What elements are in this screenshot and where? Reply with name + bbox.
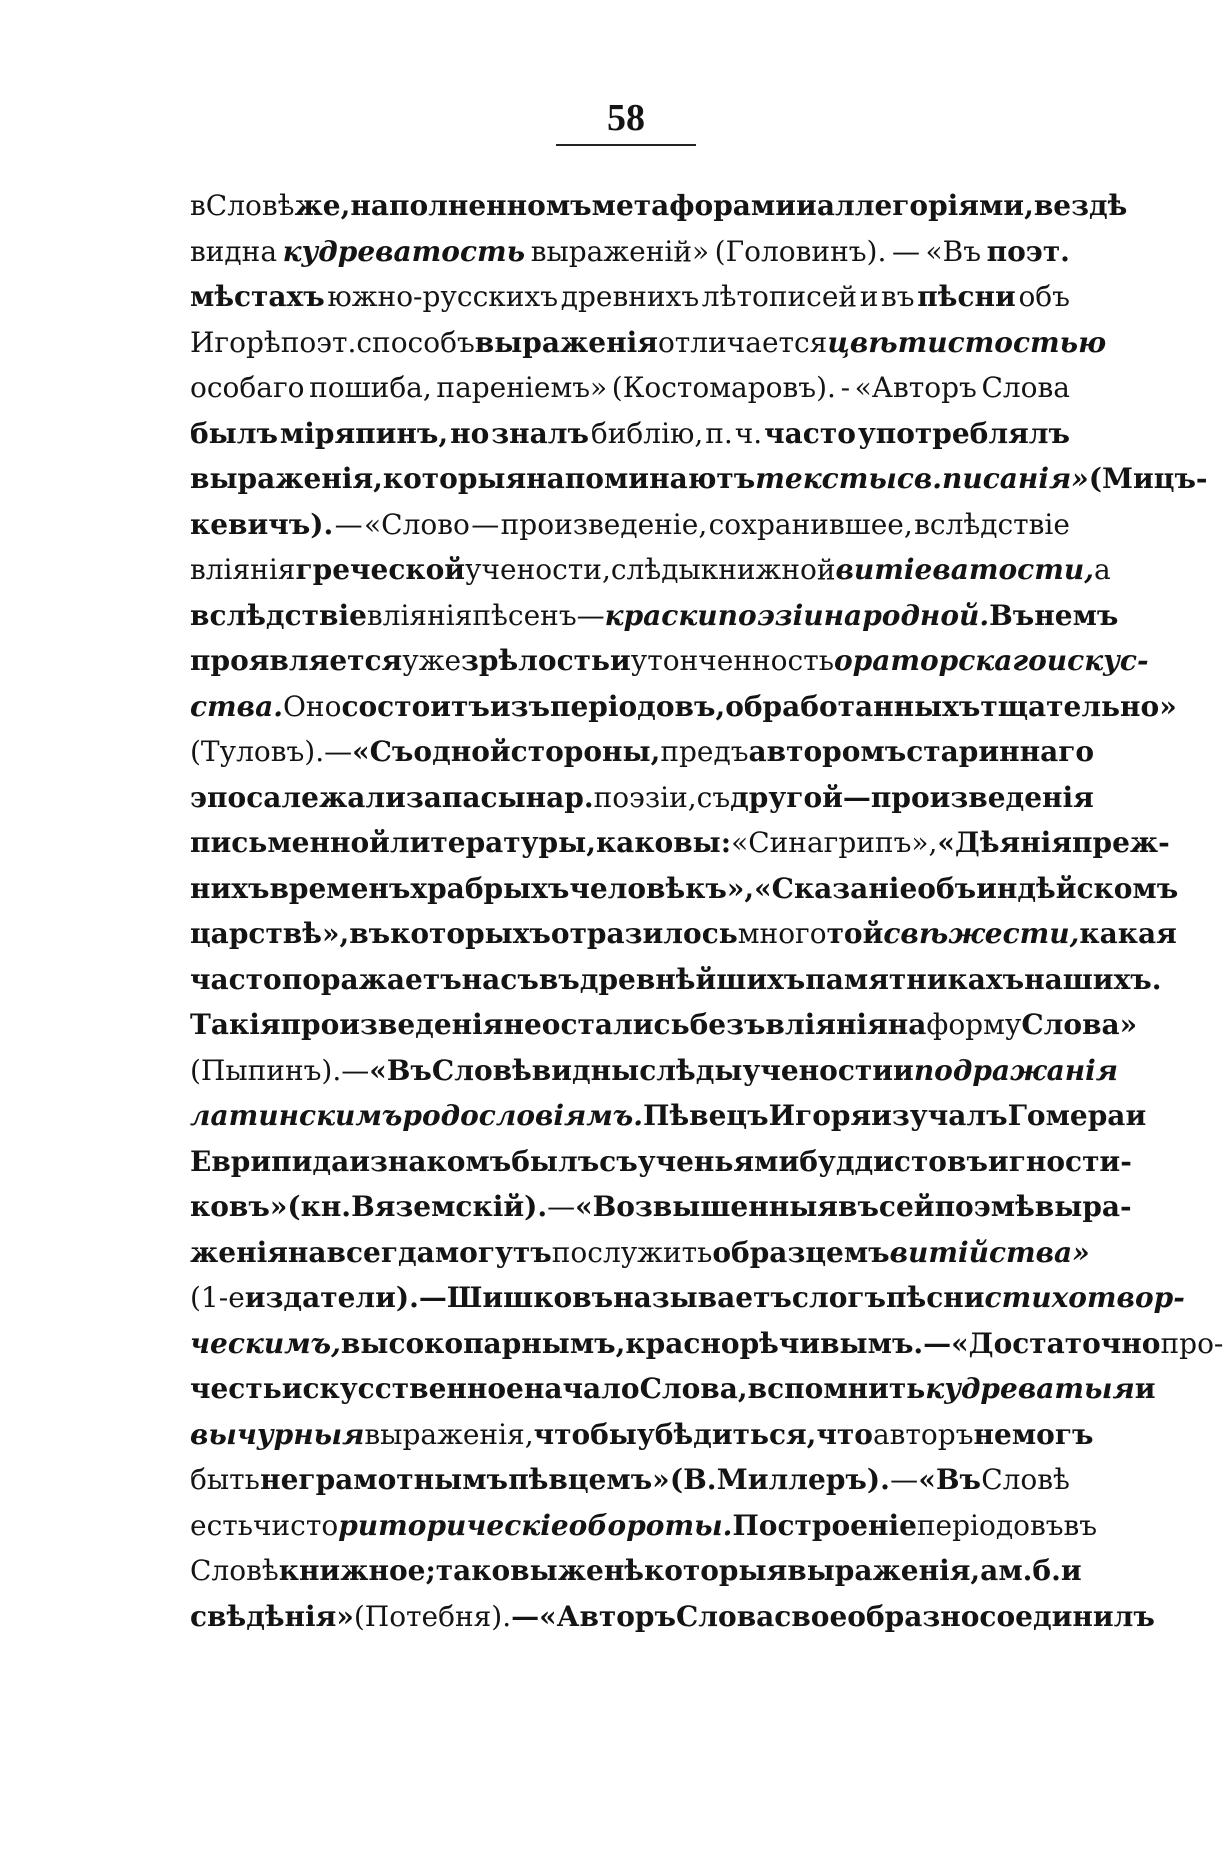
word: — bbox=[324, 735, 353, 768]
word: пѣвцемъ» bbox=[508, 1463, 670, 1496]
word: проявляется bbox=[190, 644, 403, 677]
word: міряпинъ, bbox=[279, 416, 449, 450]
word: не bbox=[503, 1008, 542, 1041]
word: издатели).—Шишковъ bbox=[244, 1281, 614, 1314]
word: объ bbox=[1018, 280, 1070, 313]
word: индѣйскомъ bbox=[976, 871, 1179, 905]
text-line bbox=[190, 638, 1149, 684]
word: обработанныхъ bbox=[725, 689, 981, 723]
word: Такія bbox=[190, 1008, 281, 1041]
word: (1-е bbox=[190, 1281, 245, 1314]
word: временъ bbox=[269, 871, 411, 905]
word: искус- bbox=[1046, 644, 1149, 677]
word: называетъ bbox=[613, 1281, 792, 1314]
word: «Съ bbox=[352, 735, 414, 768]
word: (кн. bbox=[287, 1190, 352, 1223]
word: книжной bbox=[700, 553, 836, 586]
word: предъ bbox=[660, 735, 749, 768]
word: (Пыпинъ). bbox=[190, 1053, 342, 1087]
text-line bbox=[190, 775, 1094, 821]
word: Миллеръ). bbox=[716, 1463, 890, 1496]
text-line bbox=[190, 1457, 1070, 1503]
word: начало bbox=[523, 1372, 640, 1405]
word: выраженія, bbox=[364, 1417, 534, 1451]
word: цвѣтистостью bbox=[827, 325, 1107, 359]
word: (Туловъ). bbox=[190, 735, 325, 768]
word: съ bbox=[599, 1144, 638, 1178]
word: которыхъ bbox=[390, 917, 551, 950]
word: Еврипида bbox=[190, 1144, 350, 1178]
text-line bbox=[190, 320, 1107, 366]
word: въ bbox=[837, 1190, 879, 1223]
word: неграмотнымъ bbox=[260, 1463, 509, 1496]
word: (Мицъ- bbox=[1088, 462, 1208, 495]
word: мѣстахъ bbox=[190, 280, 325, 313]
word: вліянія bbox=[765, 1008, 888, 1041]
text-line bbox=[190, 1321, 1223, 1367]
text-line bbox=[190, 183, 1128, 229]
word: поражаетъ bbox=[281, 962, 462, 996]
word: — bbox=[890, 1463, 919, 1496]
word: Слова» bbox=[1021, 1008, 1138, 1041]
word: Словѣ bbox=[981, 1463, 1070, 1496]
word: видны bbox=[531, 1053, 640, 1087]
word: чисто bbox=[253, 1508, 339, 1542]
word: человѣкъ», bbox=[569, 871, 755, 905]
word: Слова bbox=[675, 1599, 775, 1633]
word: и bbox=[987, 1144, 1009, 1178]
word: — bbox=[547, 1190, 576, 1223]
word: кудреватость bbox=[282, 234, 526, 268]
word: зрѣлость bbox=[461, 644, 610, 677]
word: подражанія bbox=[913, 1053, 1119, 1087]
word: выраженія, bbox=[190, 462, 383, 495]
word: м. bbox=[998, 1554, 1033, 1587]
word: нѣкоторыя bbox=[603, 1554, 788, 1587]
word: зналъ bbox=[491, 416, 589, 450]
word: другой—произведенія bbox=[730, 780, 1094, 814]
word: одной bbox=[413, 735, 511, 768]
word: былъ bbox=[190, 416, 278, 450]
text-line bbox=[190, 1230, 1090, 1276]
word: литературы, bbox=[389, 826, 596, 859]
word: —«Авторъ bbox=[511, 1599, 676, 1633]
word: отразилось bbox=[550, 917, 738, 950]
word: стариннаго bbox=[906, 735, 1095, 768]
word: вслѣдствіе bbox=[190, 598, 367, 632]
word: и bbox=[1125, 1099, 1147, 1132]
word: убѣдиться, bbox=[636, 1417, 817, 1451]
word: свѣжести, bbox=[883, 917, 1080, 950]
word: насъ bbox=[461, 962, 539, 996]
word: Вяземскій). bbox=[351, 1190, 548, 1223]
word: «Въ bbox=[369, 1053, 432, 1087]
word: витіеватости, bbox=[835, 553, 1094, 586]
word: могъ bbox=[1011, 1417, 1094, 1451]
word: риторическіе bbox=[338, 1508, 569, 1542]
text-line bbox=[190, 1594, 1155, 1640]
word: часто bbox=[190, 962, 282, 996]
word: библію, bbox=[590, 416, 704, 450]
word: много bbox=[737, 917, 827, 950]
page-number: 58 bbox=[607, 97, 645, 139]
word: эпоса bbox=[190, 780, 282, 814]
word: а bbox=[1093, 553, 1111, 586]
word: искусственное bbox=[281, 1372, 524, 1405]
word: — bbox=[576, 598, 605, 632]
text-line bbox=[190, 1093, 1147, 1139]
word: лѣтописей bbox=[701, 280, 858, 313]
word: писанія» bbox=[942, 462, 1089, 495]
word: храбрыхъ bbox=[410, 871, 570, 905]
word: той bbox=[826, 917, 884, 950]
word: книжное; bbox=[278, 1554, 436, 1587]
word: ства. bbox=[190, 689, 283, 723]
word: метафорами bbox=[591, 189, 797, 222]
word: немъ bbox=[1034, 598, 1119, 632]
word: вспомнить bbox=[747, 1372, 926, 1405]
word: могутъ bbox=[434, 1235, 552, 1269]
word: — bbox=[471, 507, 500, 541]
word: кевичъ). bbox=[190, 507, 334, 541]
word: періодовъ bbox=[916, 1508, 1064, 1542]
word: пареніемъ» bbox=[436, 371, 608, 404]
word: б. bbox=[1032, 1554, 1061, 1587]
word: слѣды bbox=[610, 553, 701, 586]
word: преж- bbox=[1072, 826, 1170, 859]
word: объ bbox=[917, 871, 977, 905]
word: — bbox=[341, 1053, 370, 1087]
word: и bbox=[893, 1053, 914, 1087]
text-line bbox=[190, 1184, 1132, 1230]
word: но bbox=[450, 416, 490, 450]
text-line bbox=[190, 593, 1119, 639]
word: южно-русскихъ bbox=[327, 280, 559, 313]
text-line bbox=[190, 547, 1111, 593]
word: уже bbox=[402, 644, 462, 677]
word: кудреватыя bbox=[925, 1372, 1135, 1405]
word: и bbox=[796, 189, 817, 222]
word: послужить bbox=[551, 1235, 713, 1269]
word: сей bbox=[878, 1190, 935, 1223]
word: ческимъ, bbox=[190, 1326, 341, 1360]
word: буддистовъ bbox=[799, 1144, 988, 1178]
word: Пѣвецъ bbox=[643, 1099, 769, 1132]
word: остались bbox=[541, 1008, 690, 1041]
page-number-rule bbox=[556, 144, 696, 146]
word: поэт. bbox=[280, 325, 357, 359]
word: учености, bbox=[465, 553, 611, 586]
word: женія bbox=[190, 1235, 288, 1269]
text-line bbox=[190, 1548, 1082, 1594]
word: высокопарнымъ, bbox=[340, 1326, 626, 1360]
text-line bbox=[190, 866, 1179, 912]
word: состоитъ bbox=[341, 689, 490, 723]
body-text bbox=[190, 183, 1223, 1639]
word: ораторскаго bbox=[833, 644, 1047, 677]
word: же bbox=[557, 1554, 604, 1587]
word: «Дѣянія bbox=[937, 826, 1073, 859]
word: выраженій» bbox=[530, 234, 710, 268]
text-line bbox=[190, 1002, 1138, 1048]
word: запасы bbox=[405, 780, 526, 814]
word: пѣсни bbox=[917, 280, 1016, 313]
word: съ bbox=[696, 780, 731, 814]
word: періодовъ, bbox=[549, 689, 726, 723]
word: Слова, bbox=[639, 1372, 748, 1405]
word: наполненномъ bbox=[350, 189, 592, 222]
word: (Костомаровъ). bbox=[611, 371, 836, 404]
word: нар. bbox=[525, 780, 594, 814]
text-line bbox=[190, 456, 1208, 502]
word: въ bbox=[881, 280, 915, 313]
word: и bbox=[349, 1144, 370, 1178]
word: Въ bbox=[989, 598, 1035, 632]
word: утонченность bbox=[630, 644, 834, 677]
word: поэзіи, bbox=[593, 780, 697, 814]
word: же, bbox=[294, 189, 351, 222]
word: въ bbox=[1063, 1508, 1098, 1542]
word: письменной bbox=[190, 826, 390, 859]
word: авторъ bbox=[872, 1417, 974, 1451]
word: про- bbox=[1160, 1326, 1223, 1360]
word: ученьями bbox=[637, 1144, 800, 1178]
text-line bbox=[190, 1412, 1094, 1458]
word: и bbox=[1060, 1554, 1082, 1587]
word: нашихъ. bbox=[1024, 962, 1162, 996]
word: «Слово bbox=[364, 507, 470, 541]
word: на bbox=[887, 1008, 927, 1041]
text-line bbox=[190, 502, 1070, 548]
word: образцемъ bbox=[712, 1235, 890, 1269]
word: обороты. bbox=[568, 1508, 733, 1542]
text-line bbox=[190, 1139, 1132, 1185]
word: особаго bbox=[190, 371, 305, 404]
word: что bbox=[816, 1417, 873, 1451]
word: и bbox=[859, 280, 879, 313]
word: авторомъ bbox=[748, 735, 907, 768]
word: Игоря bbox=[768, 1099, 872, 1132]
word: выраженія, bbox=[787, 1554, 981, 1587]
text-line bbox=[190, 365, 1070, 411]
word: «Синагрипъ», bbox=[731, 826, 938, 859]
word: памятникахъ bbox=[805, 962, 1025, 996]
word: (Потебня). bbox=[353, 1599, 512, 1633]
text-line bbox=[190, 411, 1070, 457]
text-line bbox=[190, 1366, 1156, 1412]
text-line bbox=[190, 729, 1095, 775]
word: соединилъ bbox=[979, 1599, 1155, 1633]
word: напоминаютъ bbox=[526, 462, 756, 495]
word: поэзіи bbox=[717, 598, 824, 632]
word: слѣды bbox=[639, 1053, 743, 1087]
word: вслѣдствіе bbox=[914, 507, 1070, 541]
word: часто bbox=[764, 416, 856, 450]
word: аллегоріями, bbox=[816, 189, 1034, 222]
word: своеобразно bbox=[774, 1599, 980, 1633]
word: «Сказаніе bbox=[754, 871, 918, 905]
word: пѣсенъ bbox=[472, 598, 577, 632]
text-line bbox=[190, 274, 1070, 320]
word: - bbox=[840, 371, 851, 404]
word: таковы bbox=[435, 1554, 558, 1587]
word: вычурныя bbox=[190, 1417, 365, 1451]
word: тексты bbox=[755, 462, 897, 495]
word: — bbox=[891, 234, 920, 268]
word: въ bbox=[538, 962, 580, 996]
word: поэт. bbox=[986, 234, 1070, 268]
word: латинскимъ bbox=[190, 1099, 403, 1132]
text-line bbox=[190, 820, 1170, 866]
word: (Головинъ). bbox=[714, 234, 887, 268]
word: которыя bbox=[382, 462, 527, 495]
text-line bbox=[190, 1503, 1098, 1549]
word: —«Достаточно bbox=[923, 1326, 1161, 1360]
word: краснорѣчивымъ. bbox=[625, 1326, 924, 1360]
word: греческой bbox=[295, 553, 466, 586]
word: честь bbox=[190, 1372, 282, 1405]
word: стороны, bbox=[510, 735, 661, 768]
word: сохранившее, bbox=[708, 507, 913, 541]
word: пѣсни bbox=[886, 1281, 985, 1314]
word: Гомера bbox=[1007, 1099, 1126, 1132]
word: Оно bbox=[282, 689, 342, 723]
word: лежали bbox=[281, 780, 406, 814]
word: — bbox=[334, 507, 363, 541]
word: знакомъ bbox=[370, 1144, 512, 1178]
word: произведенія bbox=[280, 1008, 504, 1041]
word: древнѣйшихъ bbox=[579, 962, 806, 996]
word: св. bbox=[896, 462, 942, 495]
word: пошиба, bbox=[309, 371, 432, 404]
text-line bbox=[190, 684, 1177, 730]
word: Словѣ bbox=[205, 189, 295, 222]
word: царствѣ», bbox=[190, 917, 350, 950]
word: есть bbox=[190, 1508, 253, 1542]
text-line bbox=[190, 229, 1070, 275]
word: быть bbox=[190, 1463, 260, 1496]
text-line bbox=[190, 957, 1162, 1003]
word: видна bbox=[190, 234, 278, 268]
text-line bbox=[190, 1048, 1119, 1094]
word: «Возвышенныя bbox=[575, 1190, 838, 1223]
text-line bbox=[190, 911, 1177, 957]
word: витійства» bbox=[889, 1235, 1090, 1269]
word: выраженія bbox=[474, 325, 658, 359]
word: тщательно» bbox=[980, 689, 1177, 723]
word: вліянія bbox=[366, 598, 473, 632]
word: свѣдѣнія» bbox=[190, 1599, 354, 1633]
word: навсегда bbox=[287, 1235, 435, 1269]
word: отличается bbox=[657, 325, 828, 359]
word: и bbox=[610, 644, 631, 677]
word: Слова bbox=[981, 371, 1070, 404]
word: народной. bbox=[823, 598, 990, 632]
word: каковы: bbox=[595, 826, 732, 859]
word: вездѣ bbox=[1033, 189, 1128, 222]
word: изъ bbox=[489, 689, 550, 723]
word: «Въ bbox=[925, 234, 982, 268]
word: слогъ bbox=[791, 1281, 887, 1314]
word: форму bbox=[926, 1008, 1022, 1041]
word: ковъ» bbox=[190, 1190, 288, 1223]
word: (В. bbox=[669, 1463, 717, 1496]
word: стихотвор- bbox=[984, 1281, 1185, 1314]
word: не bbox=[973, 1417, 1012, 1451]
word: Игорѣ bbox=[190, 325, 281, 359]
word: безъ bbox=[689, 1008, 766, 1041]
word: и bbox=[1134, 1372, 1156, 1405]
word: ч. bbox=[734, 416, 763, 450]
word: древнихъ bbox=[560, 280, 700, 313]
word: выра- bbox=[1034, 1190, 1132, 1223]
word: родословіямъ. bbox=[402, 1099, 644, 1132]
text-line bbox=[190, 1275, 1185, 1321]
word: Словѣ bbox=[190, 1554, 279, 1587]
word: «Въ bbox=[918, 1463, 981, 1496]
word: способъ bbox=[356, 325, 475, 359]
word: былъ bbox=[511, 1144, 600, 1178]
word: въ bbox=[349, 917, 391, 950]
word: нихъ bbox=[190, 871, 270, 905]
word: изучалъ bbox=[871, 1099, 1008, 1132]
word: произведеніе, bbox=[500, 507, 708, 541]
word: Словѣ bbox=[431, 1053, 532, 1087]
word: а bbox=[980, 1554, 999, 1587]
word: в bbox=[190, 189, 206, 222]
word: поэмѣ bbox=[934, 1190, 1035, 1223]
word: краски bbox=[604, 598, 718, 632]
word: какая bbox=[1079, 917, 1177, 950]
word: Построеніе bbox=[732, 1508, 917, 1542]
word: п. bbox=[705, 416, 733, 450]
word: учености bbox=[742, 1053, 894, 1087]
word: гности- bbox=[1008, 1144, 1132, 1178]
word: чтобы bbox=[533, 1417, 637, 1451]
word: употреблялъ bbox=[857, 416, 1070, 450]
word: вліянія bbox=[190, 553, 296, 586]
word: «Авторъ bbox=[854, 371, 977, 404]
